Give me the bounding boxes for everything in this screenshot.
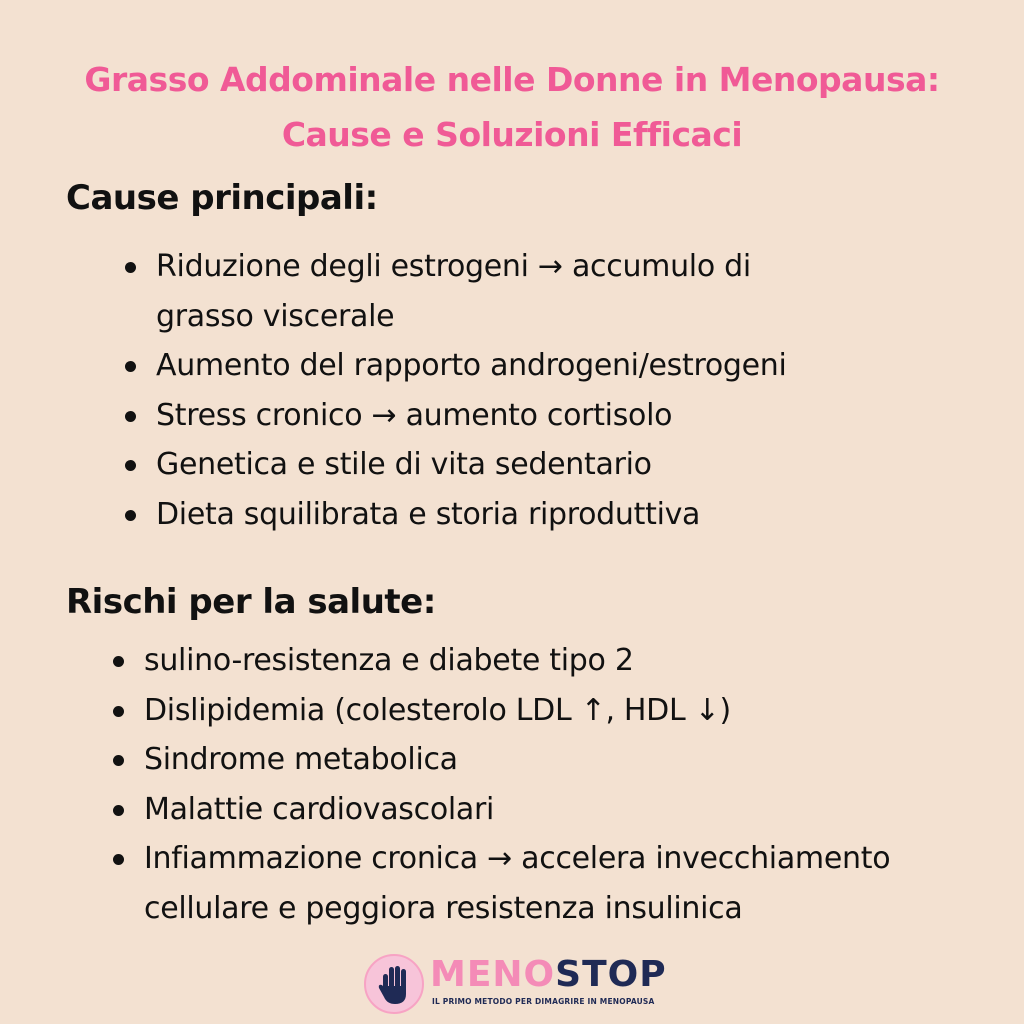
list-item-text: Malattie cardiovascolari — [144, 791, 495, 827]
brand-name — [430, 954, 667, 996]
title-line-1: Grasso Addominale nelle Donne in Menopausa: — [84, 60, 940, 99]
brand-logo — [360, 952, 680, 1018]
list-item-text-continued: cellulare e peggiora resistenza insulinica — [144, 890, 743, 926]
list-item-text: Dieta squilibrata e storia riproduttiva — [156, 496, 701, 532]
list-item — [122, 391, 787, 441]
brand-tagline: IL PRIMO METODO PER DIMAGRIRE IN MENOPAUSA — [432, 997, 655, 1006]
list-item — [122, 490, 787, 540]
list-item — [110, 636, 890, 686]
list-item-text: Aumento del rapporto androgeni/estrogeni — [156, 348, 787, 383]
list-item-text: Riduzione degli estrogeni → accumulo di — [156, 249, 751, 284]
page-title — [0, 52, 1024, 162]
causes-heading: Cause principali: — [66, 178, 378, 218]
list-item-text: Stress cronico → aumento cortisolo — [156, 397, 673, 433]
list-item — [110, 834, 890, 933]
brand-name-part-2: STOP — [555, 954, 667, 995]
list-item-text: Dislipidemia (colesterolo LDL ↑, HDL ↓) — [144, 692, 731, 728]
list-item-text: Infiammazione cronica → accelera invecchiamento — [144, 841, 891, 876]
list-item — [110, 735, 890, 785]
list-item — [110, 785, 890, 835]
risks-list — [110, 636, 890, 933]
causes-list — [122, 242, 787, 539]
title-line-2: Cause e Soluzioni Efficaci — [281, 115, 743, 154]
list-item-text: Genetica e stile di vita sedentario — [156, 447, 652, 482]
list-item — [122, 440, 787, 490]
brand-name-part-1: MENO — [430, 954, 556, 995]
risks-heading: Rischi per la salute: — [66, 582, 436, 622]
list-item — [122, 341, 787, 391]
list-item — [122, 242, 787, 341]
list-item-text-continued: grasso viscerale — [156, 298, 395, 334]
list-item-text: sulino-resistenza e diabete tipo 2 — [144, 643, 634, 678]
list-item — [110, 686, 890, 736]
list-item-text: Sindrome metabolica — [144, 742, 458, 777]
hand-stop-icon — [364, 954, 424, 1014]
